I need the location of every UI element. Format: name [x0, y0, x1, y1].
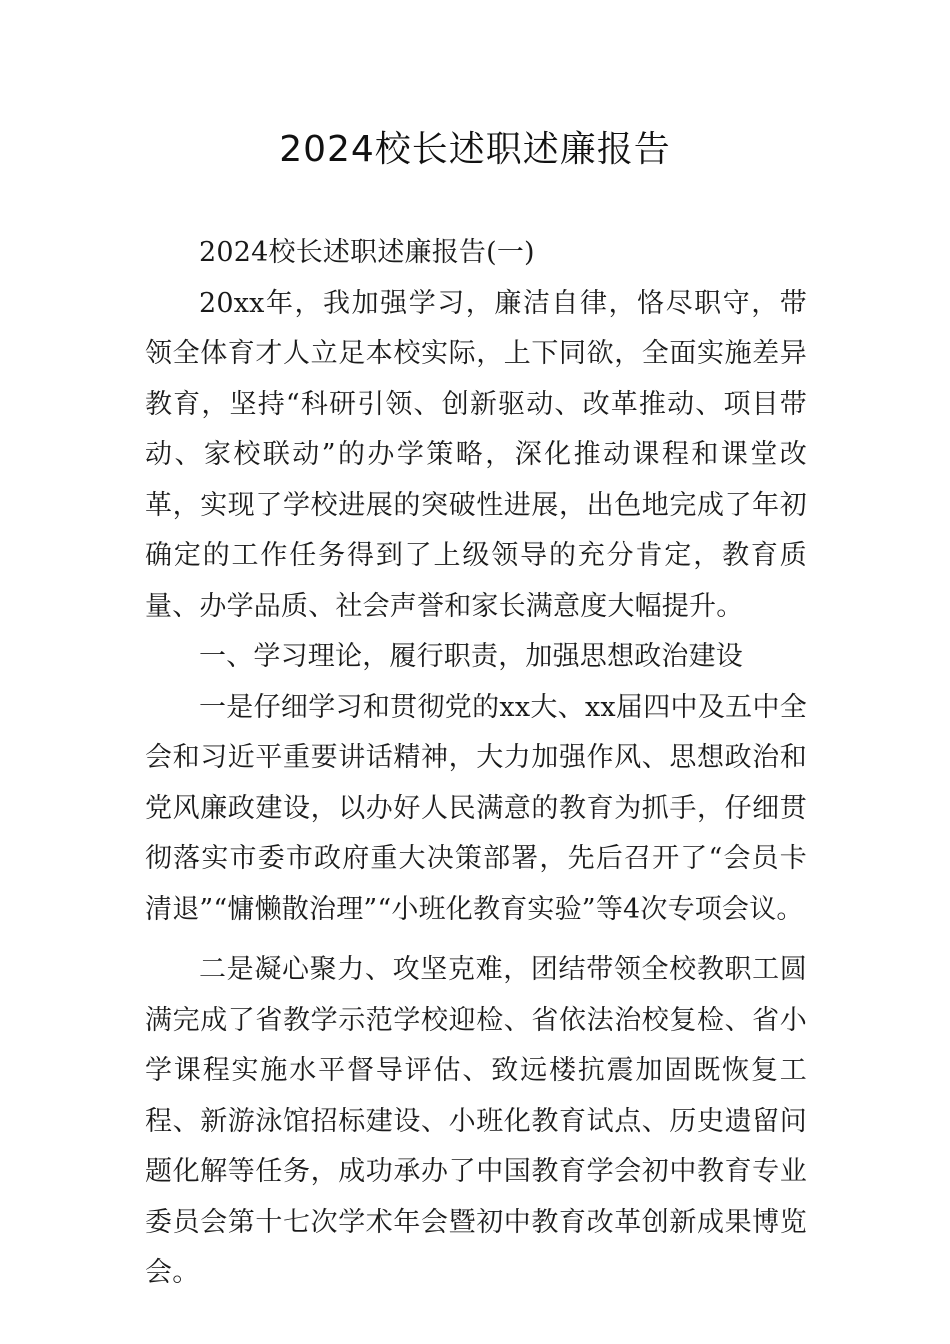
section-heading-one: 一、学习理论，履行职责，加强思想政治建设: [199, 641, 743, 672]
paragraph-item-two: 二是凝心聚力、攻坚克难，团结带领全校教职工圆满完成了省教学示范学校迎检、省依法治校复检、省小学课程实施水平督导评估、致远楼抗震加固既恢复工程、新游泳馆招标建设、小班化教育试点、历史遗留问题化解等任务，成功承办了中国教育学会初中教育专业委员会第十七次学术年会暨初中教育改革创新成果博览会。: [145, 954, 807, 1288]
document-title: 2024校长述职述廉报告: [279, 129, 671, 170]
section-heading: 2024校长述职述廉报告(一): [199, 237, 535, 268]
paragraph-item-one: 一是仔细学习和贯彻党的xx大、xx届四中及五中全会和习近平重要讲话精神，大力加强作风、思想政治和党风廉政建设，以办好人民满意的教育为抓手，仔细贯彻落实市委市政府重大决策部署，先后召开了“会员卡清退”“慵懒散治理”“小班化教育实验”等4次专项会议。: [145, 691, 807, 925]
document-body: [145, 228, 807, 1299]
paragraph-intro: 20xx年，我加强学习，廉洁自律，恪尽职守，带领全体育才人立足本校实际，上下同欲，全面实施差异教育，坚持“科研引领、创新驱动、改革推动、项目带动、家校联动”的办学策略，深化推动课程和课堂改革，实现了学校进展的突破性进展，出色地完成了年初确定的工作任务得到了上级领导的充分肯定，教育质量、办学品质、社会声誉和家长满意度大幅提升。: [145, 287, 807, 622]
